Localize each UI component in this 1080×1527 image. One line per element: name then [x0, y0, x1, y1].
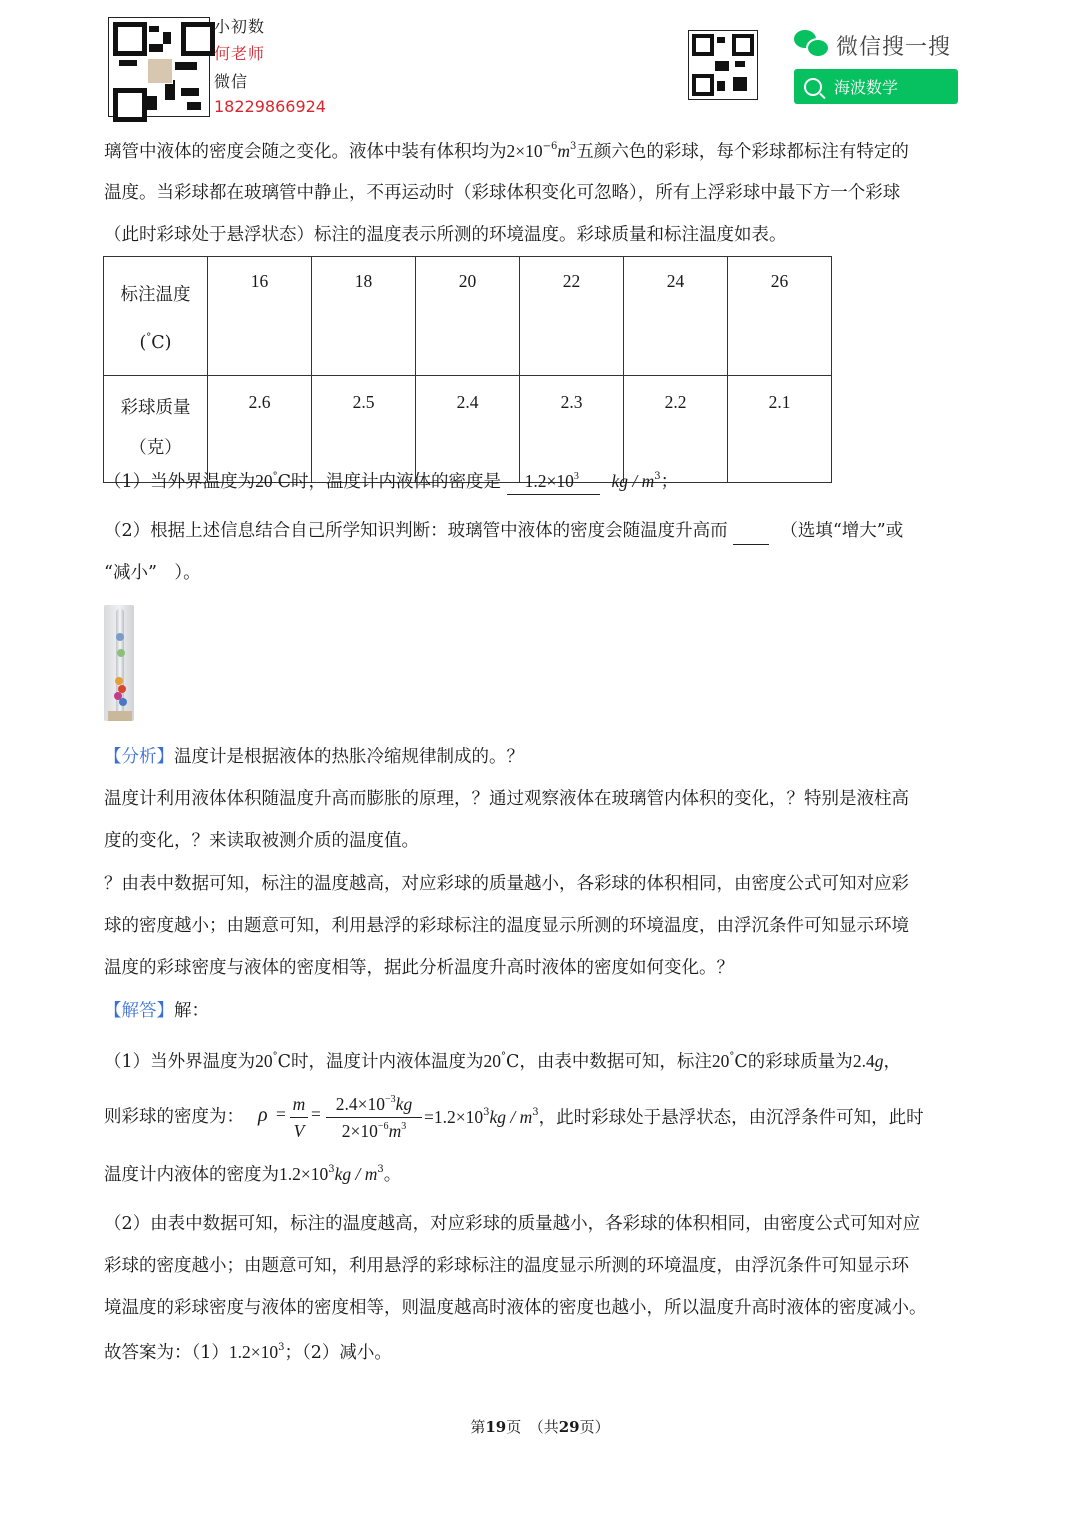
galileo-thermometer-image [104, 605, 134, 721]
fraction-1-numerator: m [292, 1094, 306, 1114]
fraction-2-denominator: $2\times 10^{-6}m^3$ [341, 1121, 407, 1141]
analysis-line-3: 度的变化，？来读取被测介质的温度值。 [104, 831, 419, 851]
qr-code-icon [108, 17, 210, 117]
analysis-line-1: 【分析】温度计是根据液体的热胀冷缩规律制成的。？ [104, 747, 524, 767]
wechat-logo-icon [794, 28, 830, 58]
temperature-cell: 24 [624, 257, 728, 376]
contact-line-1: 小初数 [214, 17, 266, 36]
answer-blank-2 [733, 518, 769, 545]
analysis-tag: 【分析】 [104, 747, 174, 767]
answer-blank-1: $1.2\times 10^3$ [507, 468, 601, 495]
solution-line-1: （1）当外界温度为20°C时，温度计内液体温度为20°C，由表中数据可知，标注20°C的彩球质量为2.4g， [104, 1051, 901, 1072]
mass-cell: 2.4 [416, 376, 520, 483]
intro-line-1: 璃管中液体的密度会随之变化。液体中装有体积均为$2\times 10^{-6}m^3$五颜六色的彩球，每个彩球都标注有特定的 [104, 141, 909, 162]
row-header-temperature: 标注温度 (°C) [104, 257, 208, 376]
contact-phone: 18229866924 [214, 97, 326, 116]
page-footer: 第19页 （共29页） [470, 1418, 610, 1436]
question-2-continued: “减小” ）。 [104, 563, 201, 583]
question-1: （1）当外界温度为20°C时，温度计内液体的密度是 $1.2\times 10^3$ kg / $m^3$； [104, 468, 678, 495]
analysis-line-4: ？由表中数据可知，标注的温度越高，对应彩球的质量越小，各彩球的体积相同，由密度公式可知对应彩 [104, 874, 909, 894]
fraction-2-numerator: $2.4\times 10^{-3}kg$ [335, 1094, 413, 1114]
solution-line-2-rest: $=1.2\times 10^3kg / m^3$，此时彩球处于悬浮状态，由沉浮条件可知，此时 [424, 1107, 924, 1128]
wechat-search-button[interactable] [794, 69, 958, 104]
intro-line-2: 温度。当彩球都在玻璃管中静止，不再运动时（彩球体积变化可忽略），所有上浮彩球中最下方一个彩球 [104, 183, 901, 203]
rho-symbol: ρ [258, 1104, 268, 1126]
mass-cell: 2.3 [520, 376, 624, 483]
fraction-1-denominator: V [293, 1121, 305, 1141]
equals-sign: = [311, 1104, 321, 1124]
mass-cell: 2.1 [728, 376, 832, 483]
analysis-line-2: 温度计利用液体体积随温度升高而膨胀的原理，？通过观察液体在玻璃管内体积的变化，？特别是液柱高 [104, 789, 909, 809]
temperature-cell: 26 [728, 257, 832, 376]
solution-line-3: 温度计内液体的密度为$1.2\times 10^3kg / m^3$。 [104, 1164, 402, 1185]
contact-line-2: 何老师 [214, 44, 266, 63]
temperature-cell: 20 [416, 257, 520, 376]
search-icon [804, 78, 822, 96]
mass-cell: 2.6 [208, 376, 312, 483]
solution-line-2-prefix: 则彩球的密度为： [104, 1107, 244, 1127]
contact-line-3: 微信 [214, 72, 249, 91]
temperature-cell: 22 [520, 257, 624, 376]
analysis-line-5: 球的密度越小；由题意可知，利用悬浮的彩球标注的温度显示所测的环境温度，由浮沉条件可知显示环境 [104, 916, 909, 936]
solution-tag: 【解答】 [104, 1001, 174, 1021]
temperature-cell: 16 [208, 257, 312, 376]
mass-cell: 2.2 [624, 376, 728, 483]
fraction-2-bar [326, 1117, 422, 1118]
wechat-search-title: 微信搜一搜 [836, 35, 952, 60]
mass-cell: 2.5 [312, 376, 416, 483]
table-row [104, 257, 832, 376]
table-row [104, 376, 832, 483]
analysis-line-6: 温度的彩球密度与液体的密度相等，据此分析温度升高时液体的密度如何变化。？ [104, 958, 734, 978]
solution-part2-line-2: 彩球的密度越小；由题意可知，利用悬浮的彩球标注的温度显示所测的环境温度，由浮沉条件可知显示环 [104, 1256, 909, 1276]
fraction-1-bar [290, 1117, 308, 1118]
solution-header: 【解答】解： [104, 1001, 209, 1021]
wechat-search-label: 海波数学 [834, 78, 899, 97]
solution-part2-line-1: （2）由表中数据可知，标注的温度越高，对应彩球的质量越小，各彩球的体积相同，由密度公式可知对应 [104, 1214, 921, 1234]
row-header-mass: 彩球质量 （克） [104, 376, 208, 483]
final-answer: 故答案为：$(1)1.2\times 10^3$；（2）减小。 [104, 1342, 392, 1363]
question-2: （2）根据上述信息结合自己所学知识判断：玻璃管中液体的密度会随温度升高而 （选填“增大”或 [104, 518, 903, 545]
intro-line-3: （此时彩球处于悬浮状态）标注的温度表示所测的环境温度。彩球质量和标注温度如表。 [104, 225, 787, 245]
data-table [103, 256, 832, 483]
solution-part2-line-3: 境温度的彩球密度与液体的密度相等，则温度越高时液体的密度也越小，所以温度升高时液体的密度减小。 [104, 1298, 927, 1318]
qr-code-icon [688, 30, 758, 100]
equals-sign: = [276, 1104, 286, 1124]
temperature-cell: 18 [312, 257, 416, 376]
